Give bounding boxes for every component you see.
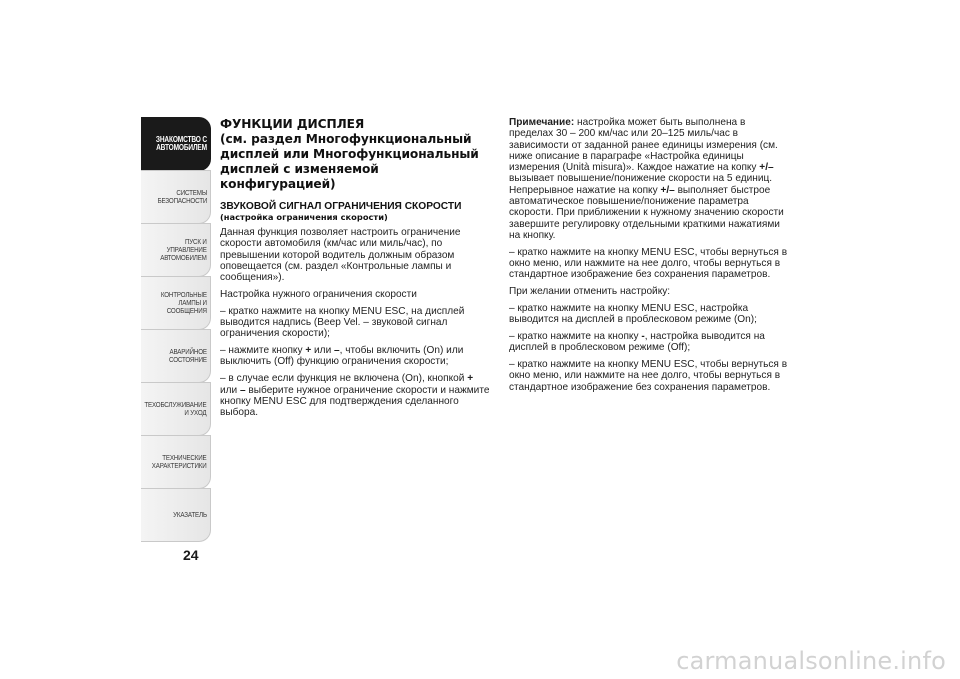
tab-label: ПУСК И УПРАВЛЕНИЕ АВТОМОБИЛЕМ: [160, 236, 207, 263]
paragraph: Данная функция позволяет настроить ограничение скорости автомобиля (км/час или миль/час), по превышении которой водитель должным образом оповещается (см. раздел «Контрольные лампы и сообщения»).: [220, 227, 461, 284]
section-subheading: (настройка ограничения скорости): [220, 212, 388, 222]
tab-label: УКАЗАТЕЛЬ: [172, 509, 207, 519]
text-run: или: [311, 345, 335, 357]
text-run: , настройка выводится на дисплей в проблесковом режиме (Off);: [509, 331, 765, 354]
text-run: или: [220, 384, 240, 396]
note-paragraph: [509, 117, 789, 241]
right-column: [509, 117, 789, 399]
paragraph: [220, 373, 492, 418]
paragraph: – кратко нажмите на кнопку MENU ESC, чтобы вернуться в окно меню, или нажмите на нее долго, чтобы вернуться в стандартное изображение без сохранения параметров.: [509, 359, 788, 393]
text-run: выберите нужное ограничение скорости и нажмите кнопку MENU ESC для подтверждения сделанного выбора.: [220, 384, 490, 419]
minus-key: –: [239, 384, 246, 396]
page-title: [220, 117, 492, 192]
text-run: – нажмите кнопку: [220, 345, 306, 357]
tab-label: СИСТЕМЫ БЕЗОПАСНОСТИ: [157, 187, 207, 205]
text-run: – кратко нажмите на кнопку: [509, 331, 642, 343]
tab-emergency[interactable]: [141, 329, 211, 383]
watermark: carmanualsonline.info: [676, 647, 946, 675]
tab-label: АВАРИЙНОЕ СОСТОЯНИЕ: [168, 346, 207, 364]
tab-index[interactable]: [141, 488, 211, 542]
paragraph: [509, 331, 789, 354]
paragraph: При желании отменить настройку:: [509, 286, 671, 298]
paragraph: – кратко нажмите на кнопку MENU ESC, настройка выводится на дисплей в проблесковом режиме (On);: [509, 302, 757, 326]
paragraph: Настройка нужного ограничения скорости: [220, 288, 417, 300]
tab-label: КОНТРОЛЬНЫЕ ЛАМПЫ И СООБЩЕНИЯ: [160, 289, 207, 316]
left-column: [220, 117, 492, 424]
text-run: , чтобы включить (On) или выключить (Off) функцию ограничения скорости;: [220, 345, 464, 368]
title-line: дисплей или Многофункциональный: [220, 147, 479, 161]
minus-key: –: [334, 345, 340, 357]
tab-introduction[interactable]: [141, 117, 211, 171]
plus-key: +: [305, 345, 312, 357]
note-label: Примечание:: [509, 117, 575, 128]
plus-key: +: [467, 373, 474, 385]
text-run: выполняет быстрое автоматическое повышение/понижение параметра скорости. При приближении к нужному значению скорости завершите регулировку отдельными краткими нажатиями на кнопку.: [509, 184, 784, 241]
title-line: (см. раздел Многофункциональный: [220, 132, 472, 146]
text-run: настройка может быть выполнена в пределах 30 – 200 км/час или 20–125 миль/час в зависимости от заданной ранее единицы измерения (см. ниже описание в параграфе «Настройка единицы измерения (Unità misura)». Каждое нажатие на копку: [509, 117, 778, 174]
plus-minus-key: +/–: [660, 184, 675, 196]
tab-warning-lights[interactable]: [141, 276, 211, 330]
tab-label: ТЕХОБСЛУЖИВАНИЕ И УХОД: [144, 399, 207, 417]
plus-minus-key: +/–: [759, 162, 774, 174]
title-line: ФУНКЦИИ ДИСПЛЕЯ: [220, 117, 365, 131]
minus-key: -: [641, 331, 645, 343]
tab-maintenance[interactable]: [141, 382, 211, 436]
title-line: дисплей с изменяемой конфигурацией): [220, 162, 379, 191]
tab-starting-driving[interactable]: [141, 223, 211, 277]
page-number: 24: [183, 547, 199, 563]
tab-technical-specs[interactable]: [141, 435, 211, 489]
tab-label: ЗНАКОМСТВО С АВТОМОБИЛЕМ: [155, 134, 207, 152]
paragraph: – кратко нажмите на кнопку MENU ESC, на дисплей выводится надпись (Beep Vel. – звуковой сигнал ограничения скорости);: [220, 305, 465, 340]
tab-safety-systems[interactable]: [141, 170, 211, 224]
paragraph: – кратко нажмите на кнопку MENU ESC, чтобы вернуться в окно меню, или нажмите на нее долго, чтобы вернуться в стандартное изображение без сохранения параметров.: [509, 246, 788, 281]
paragraph: [220, 345, 492, 368]
text-run: – в случае если функция не включена (On), кнопкой: [220, 373, 468, 385]
tab-label: ТЕХНИЧЕСКИЕ ХАРАКТЕРИСТИКИ: [151, 452, 207, 470]
text-run: вызывает повышение/понижение скорости на 5 единиц. Непрерывное нажатие на копку: [509, 173, 773, 196]
section-heading: ЗВУКОВОЙ СИГНАЛ ОГРАНИЧЕНИЯ СКОРОСТИ: [220, 201, 462, 212]
